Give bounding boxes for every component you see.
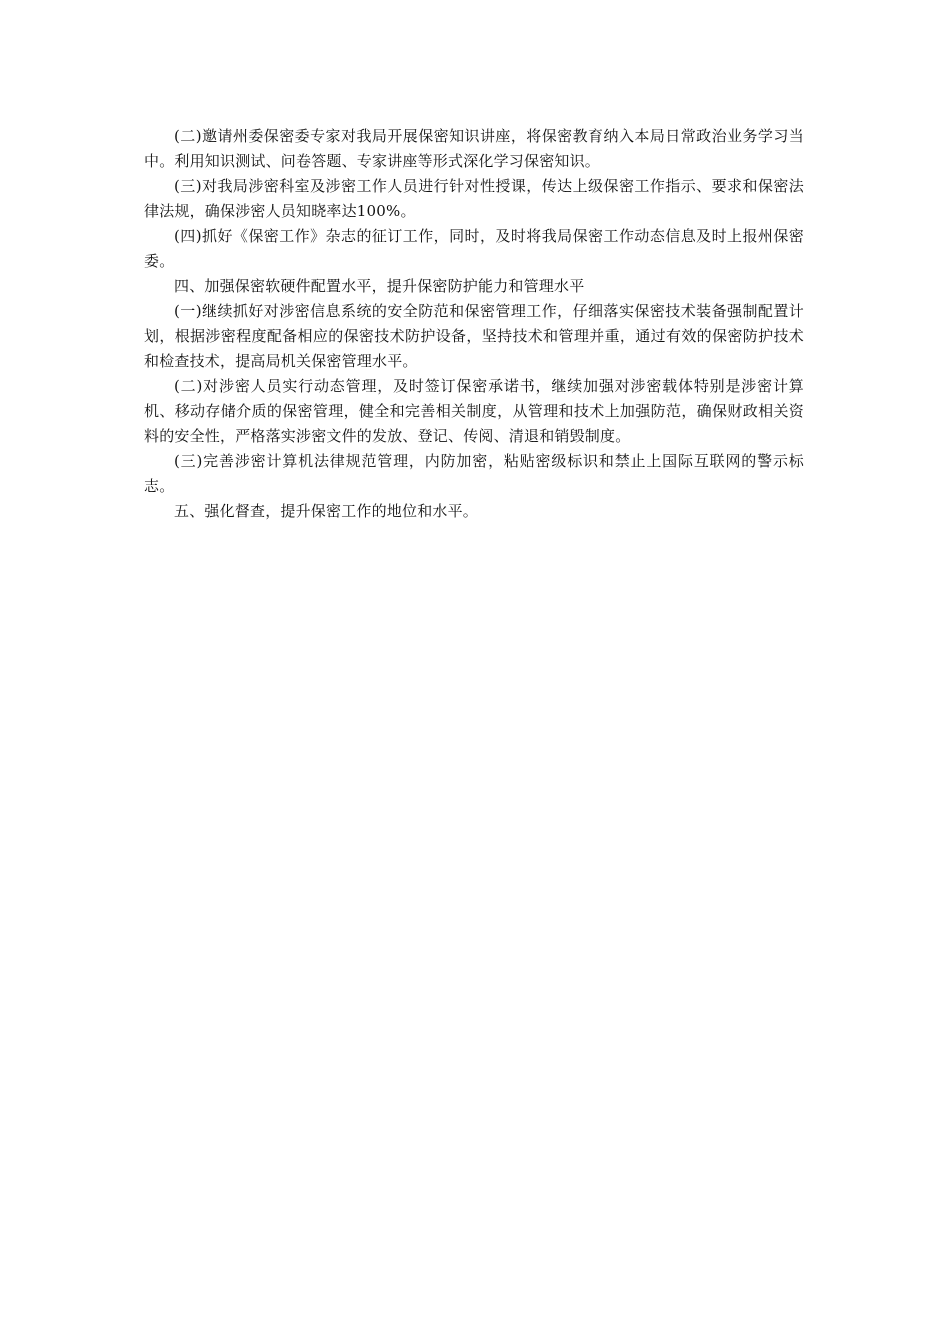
- paragraph-personnel-management: (二)对涉密人员实行动态管理，及时签订保密承诺书，继续加强对涉密载体特别是涉密计算机、移动存储介质的保密管理，健全和完善相关制度，从管理和技术上加强防范，确保财政相关资料的安全性，严格落实涉密文件的发放、登记、传阅、清退和销毁制度。: [144, 377, 804, 445]
- section-heading-five: 五、强化督查，提升保密工作的地位和水平。: [174, 502, 479, 520]
- paragraph-magazine-subscription: (四)抓好《保密工作》杂志的征订工作，同时，及时将我局保密工作动态信息及时上报州保密委。: [144, 227, 804, 270]
- document-body: [144, 124, 804, 524]
- section-heading-four: 四、加强保密软硬件配置水平，提升保密防护能力和管理水平: [174, 277, 585, 295]
- paragraph-system-security: (一)继续抓好对涉密信息系统的安全防范和保密管理工作，仔细落实保密技术装备强制配置计划，根据涉密程度配备相应的保密技术防护设备，坚持技术和管理并重，通过有效的保密防护技术和检查技术，提高局机关保密管理水平。: [144, 302, 804, 370]
- paragraph-invite-experts: (二)邀请州委保密委专家对我局开展保密知识讲座，将保密教育纳入本局日常政治业务学习当中。利用知识测试、问卷答题、专家讲座等形式深化学习保密知识。: [144, 127, 804, 170]
- paragraph-computer-regulation: (三)完善涉密计算机法律规范管理，内防加密，粘贴密级标识和禁止上国际互联网的警示标志。: [144, 452, 804, 495]
- paragraph-targeted-training: (三)对我局涉密科室及涉密工作人员进行针对性授课，传达上级保密工作指示、要求和保密法律法规，确保涉密人员知晓率达100%。: [144, 177, 804, 220]
